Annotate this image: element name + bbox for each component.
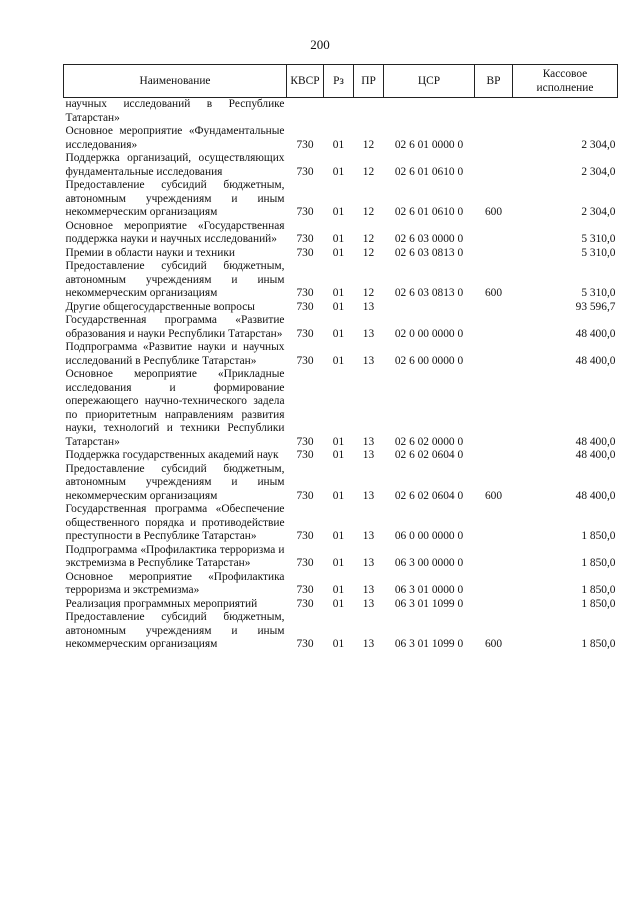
cell-name: Основное мероприятие «Фундаментальные исследования»: [65, 125, 285, 151]
cell-vr: [475, 152, 513, 179]
cell-sum: 48 400,0: [575, 327, 616, 340]
cell-csr: 02 0 00 0000 0: [394, 327, 464, 340]
cell-rz: 01: [332, 165, 345, 178]
cell-sum: 5 310,0: [581, 246, 616, 259]
cell-name: Подпрограмма «Профилактика терроризма и экстремизма в Республике Татарстан»: [65, 543, 285, 569]
cell-vr: 600: [484, 489, 503, 502]
cell-sum: 5 310,0: [581, 287, 616, 299]
cell-rz: 01: [332, 597, 345, 610]
cell-csr: [384, 301, 475, 315]
header-name: Наименование: [64, 65, 287, 98]
cell-csr: 02 6 00 0000 0: [394, 354, 464, 367]
cell-sum: 1 850,0: [581, 530, 616, 542]
cell-sum: 1 850,0: [581, 584, 616, 596]
cell-name: Реализация программных мероприятий: [65, 597, 258, 610]
cell-pr: 13: [362, 489, 375, 502]
cell-kvsr: 730: [296, 584, 314, 596]
cell-name: Государственная программа «Развитие образования и науки Республики Татарстан»: [65, 314, 285, 340]
cell-kvsr: [287, 98, 324, 126]
cell-vr: [475, 598, 513, 612]
cell-pr: 13: [362, 557, 375, 569]
cell-name: Государственная программа «Обеспечение общественного порядка и противодействие преступности в Республике Татарстан»: [65, 503, 285, 542]
table-row: [64, 179, 618, 220]
cell-csr: 02 6 03 0813 0: [394, 287, 464, 299]
cell-pr: 12: [362, 138, 375, 151]
cell-name: Основное мероприятие «Профилактика терроризма и экстремизма»: [65, 570, 285, 596]
table-row: [64, 341, 618, 368]
cell-sum: 2 304,0: [581, 138, 616, 151]
cell-vr: 600: [484, 287, 503, 299]
cell-sum: 48 400,0: [575, 435, 616, 448]
cell-csr: 06 0 00 0000 0: [394, 530, 464, 542]
cell-name: Подпрограмма «Развитие науки и научных исследований в Республике Татарстан»: [65, 341, 285, 367]
cell-vr: [475, 301, 513, 315]
table-row: [64, 571, 618, 598]
cell-rz: 01: [332, 435, 345, 448]
cell-pr: 13: [362, 449, 375, 461]
cell-pr: 13: [362, 300, 375, 313]
cell-pr: 13: [362, 597, 375, 610]
cell-pr: 13: [362, 327, 375, 340]
cell-sum: [513, 98, 618, 126]
cell-name: Предоставление субсидий бюджетным, автономным учреждениям и иным некоммерческим организациям: [65, 462, 285, 502]
table-row: [64, 598, 618, 612]
cell-vr: [475, 449, 513, 463]
cell-csr: 02 6 03 0813 0: [394, 246, 464, 259]
cell-csr: 06 3 00 0000 0: [394, 557, 464, 569]
cell-csr: 06 3 01 0000 0: [394, 584, 464, 596]
cell-rz: 01: [332, 327, 345, 340]
cell-pr: 12: [362, 206, 375, 218]
cell-kvsr: 730: [296, 489, 314, 502]
cell-rz: 01: [332, 530, 345, 542]
cell-csr: 06 3 01 1099 0: [394, 597, 464, 610]
table-row: [64, 314, 618, 341]
cell-rz: 01: [332, 489, 345, 502]
cell-pr: 13: [362, 638, 375, 650]
cell-vr: 600: [484, 206, 503, 218]
header-rz: Рз: [324, 65, 354, 98]
table-row: [64, 125, 618, 152]
header-pr: ПР: [354, 65, 384, 98]
cell-sum: 1 850,0: [581, 557, 616, 569]
table-row: [64, 301, 618, 315]
cell-vr: [475, 341, 513, 368]
table-row: [64, 98, 618, 126]
cell-sum: 5 310,0: [581, 233, 616, 245]
cell-csr: 02 6 02 0604 0: [394, 449, 464, 461]
cell-sum: 2 304,0: [581, 165, 616, 178]
cell-kvsr: 730: [296, 530, 314, 542]
cell-vr: [475, 571, 513, 598]
table-row: [64, 260, 618, 301]
cell-rz: 01: [332, 300, 345, 313]
cell-vr: 600: [484, 638, 503, 650]
cell-pr: 12: [362, 165, 375, 178]
cell-name: Предоставление субсидий бюджетным, автономным учреждениям и иным некоммерческим организациям: [65, 179, 285, 218]
cell-kvsr: 730: [296, 435, 314, 448]
cell-name: Другие общегосударственные вопросы: [65, 300, 255, 313]
cell-csr: 02 6 02 0604 0: [394, 489, 464, 502]
cell-kvsr: 730: [296, 354, 314, 367]
cell-sum: 1 850,0: [581, 597, 616, 610]
cell-rz: 01: [332, 638, 345, 650]
cell-sum: 1 850,0: [581, 638, 616, 650]
cell-name: Предоставление субсидий бюджетным, автономным учреждениям и иным некоммерческим организациям: [65, 260, 285, 299]
cell-kvsr: 730: [296, 246, 314, 259]
table-row: [64, 544, 618, 571]
cell-pr: 13: [362, 435, 375, 448]
cell-name: Предоставление субсидий бюджетным, автономным учреждениям и иным некоммерческим организациям: [65, 611, 285, 650]
table-row: [64, 247, 618, 261]
cell-vr: [475, 98, 513, 126]
cell-pr: 13: [362, 584, 375, 596]
cell-kvsr: 730: [296, 233, 314, 245]
cell-rz: 01: [332, 138, 345, 151]
cell-pr: 12: [362, 246, 375, 259]
cell-csr: 02 6 01 0000 0: [394, 138, 464, 151]
cell-vr: [475, 368, 513, 449]
cell-vr: [475, 544, 513, 571]
header-csr: ЦСР: [384, 65, 475, 98]
cell-csr: [384, 98, 475, 126]
cell-vr: [475, 220, 513, 247]
cell-rz: 01: [332, 557, 345, 569]
cell-name: Премии в области науки и техники: [65, 246, 235, 259]
header-kvsr: КВСР: [287, 65, 324, 98]
cell-sum: 48 400,0: [575, 449, 616, 461]
cell-name: Поддержка государственных академий наук: [65, 449, 279, 461]
cell-kvsr: 730: [296, 165, 314, 178]
cell-rz: 01: [332, 449, 345, 461]
table-row: [64, 220, 618, 247]
table-row: [64, 463, 618, 504]
cell-rz: 01: [332, 354, 345, 367]
cell-sum: 48 400,0: [575, 489, 616, 502]
cell-pr: 13: [362, 354, 375, 367]
cell-sum: 93 596,7: [575, 300, 616, 313]
cell-csr: 02 6 03 0000 0: [394, 233, 464, 245]
cell-csr: 02 6 01 0610 0: [394, 206, 464, 218]
cell-kvsr: 730: [296, 638, 314, 650]
cell-kvsr: 730: [296, 287, 314, 299]
cell-kvsr: 730: [296, 327, 314, 340]
cell-name: Основное мероприятие «Государственная поддержка науки и научных исследований»: [65, 219, 285, 245]
cell-pr: 12: [362, 287, 375, 299]
table-row: [64, 152, 618, 179]
cell-name: Основное мероприятие «Прикладные исследования и формирование опережающего научно-технического задела по приоритетным направлениям развития науки, технологий и техники Республики Татарстан»: [65, 368, 285, 448]
cell-pr: 12: [362, 233, 375, 245]
cell-rz: 01: [332, 584, 345, 596]
cell-vr: [475, 125, 513, 152]
header-sum: Кассовое исполнение: [513, 65, 618, 98]
cell-kvsr: 730: [296, 206, 314, 218]
cell-rz: 01: [332, 206, 345, 218]
cell-kvsr: 730: [296, 449, 314, 461]
cell-kvsr: 730: [296, 557, 314, 569]
table-header-row: [64, 65, 618, 98]
table-body: [64, 98, 618, 652]
cell-vr: [475, 247, 513, 261]
cell-pr: [354, 98, 384, 126]
cell-csr: 06 3 01 1099 0: [394, 638, 464, 650]
cell-kvsr: 730: [296, 597, 314, 610]
cell-csr: 02 6 01 0610 0: [394, 165, 464, 178]
budget-table: [63, 64, 618, 652]
table-row: [64, 368, 618, 449]
table-row: [64, 449, 618, 463]
cell-sum: 48 400,0: [575, 354, 616, 367]
cell-rz: 01: [332, 233, 345, 245]
cell-kvsr: 730: [296, 300, 314, 313]
page-number: 200: [310, 37, 330, 52]
cell-pr: 13: [362, 530, 375, 542]
cell-kvsr: 730: [296, 138, 314, 151]
table-row: [64, 611, 618, 652]
cell-vr: [475, 503, 513, 544]
cell-rz: 01: [332, 287, 345, 299]
header-vr: ВР: [475, 65, 513, 98]
cell-name: научных исследований в Республике Татарстан»: [65, 98, 285, 124]
cell-rz: [324, 98, 354, 126]
cell-vr: [475, 314, 513, 341]
cell-sum: 2 304,0: [581, 206, 616, 218]
cell-csr: 02 6 02 0000 0: [394, 435, 464, 448]
table-row: [64, 503, 618, 544]
cell-rz: 01: [332, 246, 345, 259]
cell-name: Поддержка организаций, осуществляющих фундаментальные исследования: [65, 152, 285, 178]
